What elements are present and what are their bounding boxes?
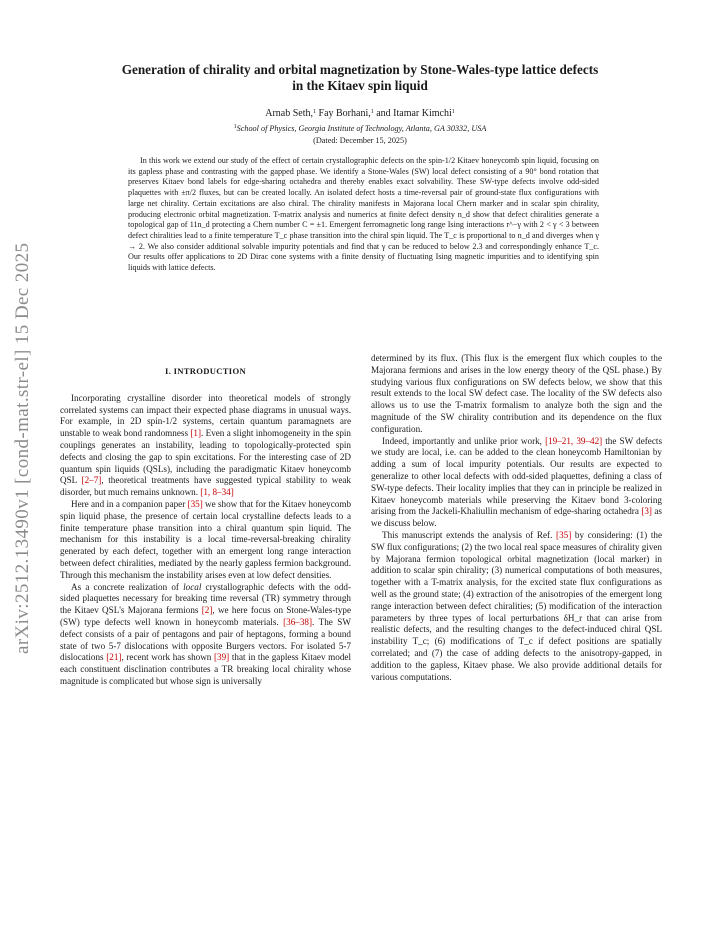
citation-link[interactable]: [3] bbox=[641, 506, 652, 517]
citation-link[interactable]: [2–7] bbox=[81, 475, 102, 486]
body-text: , theoretical treatments have suggested typical stability to weak disorder, but much remains unknown. bbox=[60, 475, 351, 498]
right-column bbox=[371, 353, 662, 683]
citation-link[interactable]: [19–21, 39–42] bbox=[545, 435, 603, 446]
citation-link[interactable]: [35] bbox=[556, 529, 572, 540]
citation-link[interactable]: [2] bbox=[201, 605, 213, 616]
affiliation-mark: 1 bbox=[313, 109, 317, 115]
body-text: As a concrete realization of bbox=[71, 581, 184, 592]
affiliation-text: School of Physics, Georgia Institute of Technology, Atlanta, GA 30332, USA bbox=[236, 124, 487, 133]
author-name: Fay Borhani, bbox=[318, 108, 371, 119]
author-name: Arnab Seth, bbox=[265, 108, 314, 119]
body-text: that in the gapless Kitaev model each constituent disclination contributes a TR breaking local chirality whose magnitude is complicated but whose sign is universally bbox=[60, 652, 351, 686]
left-column bbox=[60, 360, 351, 688]
paper-title bbox=[60, 62, 660, 94]
body-text: , we here focus on Stone-Wales-type (SW) type defects well known in honeycomb materials. bbox=[60, 605, 351, 627]
citation-link[interactable]: [36–38] bbox=[283, 616, 313, 627]
author-name: and Itamar Kimchi bbox=[376, 108, 452, 119]
body-text: . The SW defect consists of a pair of pentagons and pair of heptagons, forming a bound state of two 5-7 dislocations with opposite Burgers vectors. For isolated 5-7 dislocations bbox=[60, 616, 351, 663]
affiliation-mark: 1 bbox=[233, 124, 237, 130]
paragraph bbox=[371, 436, 662, 530]
paragraph bbox=[60, 393, 351, 499]
affiliation-mark: 1 bbox=[370, 109, 374, 115]
body-text: . Even a slight inhomogeneity in the spin couplings generates an instability, leading to topologically-protected spin defects and closing the gap to spin excitations. For the interesting case of 2D quantum spin liquids (QSLs), including the paradigmatic Kitaev honeycomb QSL bbox=[60, 428, 351, 486]
paragraph bbox=[371, 530, 662, 683]
body-text: determined by its flux. (This flux is the emergent flux which couples to the Majorana fermions and arises in the low energy theory of the QSL phase.) By studying various flux configurations on SW defects below, we show that this result extends to the local SW defect case. The locality of the SW defects also allows us to use the T-matrix formalism to analyze both the sign and the magnitude of the SW chirality contribution and its dependence on the flux configuration. bbox=[371, 353, 662, 434]
body-text: as we discuss below. bbox=[371, 506, 662, 529]
body-text: we show that for the Kitaev honeycomb spin liquid phase, the presence of certain local crystalline defects leads to a finite temperature phase transition into a chiral quantum spin liquid. The mechanism for this instability is a local time-reversal-breaking chirality generated by each defect, together with an emergent long range interaction between defect chiralities, mediated by the nearly gapless fermion background. Through this mechanism the instability arises even at low defect densities. bbox=[60, 498, 352, 580]
paragraph bbox=[60, 499, 351, 582]
body-text: the SW defects we study are local, i.e. can be added to the clean honeycomb Hamiltonian by adding a sum of local impurity potentials. Our results are expected to generalize to other local defects with odd-sided plaquettes, defining a class of SW-type defects. Their locality implies that they can in principle be realized in Kitaev honeycomb materials while preserving the Kitaev bond 3-coloring arising from the Jackeli-Khaliullin mechanism of edge-sharing octahedra bbox=[371, 435, 662, 517]
citation-link[interactable]: [21] bbox=[106, 652, 122, 663]
paragraph bbox=[371, 353, 662, 436]
body-text: crystallographic defects with the odd-sided plaquettes necessary for breaking time reversal (TR) symmetry through the Kitaev QSL's Majorana fermions bbox=[60, 581, 352, 616]
author-list bbox=[60, 108, 660, 120]
date-line: (Dated: December 15, 2025) bbox=[313, 136, 407, 145]
emphasis-text: local bbox=[183, 581, 202, 592]
paragraph bbox=[60, 582, 351, 688]
body-text: Incorporating crystalline disorder into theoretical models of strongly correlated systems can impact their expected phase diagrams in unusual ways. For example, in 2D spin-1/2 systems, certain quantum paramagnets are unstable to weak bond randomness bbox=[60, 392, 351, 439]
body-text: This manuscript extends the analysis of Ref. bbox=[382, 529, 557, 540]
arxiv-identifier-stamp[interactable]: arXiv:2512.13490v1 [cond-mat.str-el] 15 Dec 2025 bbox=[12, 242, 33, 654]
citation-link[interactable]: [39] bbox=[214, 652, 230, 663]
section-heading: I. INTRODUCTION bbox=[165, 366, 246, 376]
citation-link[interactable]: [1] bbox=[190, 428, 201, 439]
title-line-1: Generation of chirality and orbital magnetization by Stone-Wales-type lattice defects bbox=[121, 62, 599, 77]
title-line-2: in the Kitaev spin liquid bbox=[292, 78, 428, 93]
affiliation bbox=[60, 124, 660, 134]
body-text: Indeed, importantly and unlike prior work, bbox=[382, 435, 546, 446]
citation-link[interactable]: [35] bbox=[187, 498, 203, 509]
body-text: by considering: (1) the SW flux configurations; (2) the two local real space measures of chirality given by Majorana fermion topological orbital magnetization (local marker) in addition to scalar spin chirality; (3) numerical computations of both measures, together with a T-matrix analysis, for the excited state flux configurations as well as the ground state; (4) extraction of the anisotropies of the emergent long range interaction between defect chiralities; (5) modification of the interaction parameters by three types of local perturbations δH_r that can arise from realistic defects, and the resulting changes to the defect-induced chiral QSL instability T_c; (6) modifications of T_c if defect positions are spatially correlated; and (7) the case of adding defects to the anisotropy-gapped, in addition to the gapless, Kitaev phase. We also provide additional details for various computations. bbox=[371, 529, 662, 682]
body-text: , recent work has shown bbox=[121, 652, 214, 663]
abstract: In this work we extend our study of the effect of certain crystallographic defects on the spin-1/2 Kitaev honeycomb spin liquid, focusing on its gapless phase and contrasting with the gapped phase. We identify a Stone-Wales (SW) local defect consisting of a 90° bond rotation that preserves Kitaev bond labels for edge-sharing octahedra and thereby enables exact solvability. These SW-type defects involve odd-sided plaquettes with ±π/2 fluxes, but can be created locally. An isolated defect hosts a time-reversal pair of ground-state flux configurations with large net chirality. Certain excitations are also chiral. The chirality manifests in Majorana local Chern marker and in scalar spin chirality, producing electronic orbital magnetization. T-matrix analysis and numerics at finite defect density n_d show that defect chiralities generate a topological gap of 11n_d protecting a Chern number C = ±1. Emergent ferromagnetic long range Ising interactions r^−γ with 2 < γ < 3 between defect chiralities lead to a finite temperature T_c phase transition into the chiral spin liquid. The T_c is proportional to n_d and diverges when γ → 2. We also consider additional solvable impurity potentials and find that γ can be reduced to below 2.3 and correspondingly enhance T_c. Our results offer applications to 2D Dirac cone systems with a finite density of fluctuating Ising magnetic impurities and to identifying spin liquids with lattice defects. bbox=[128, 156, 599, 273]
affiliation-mark: 1 bbox=[451, 109, 455, 115]
citation-link[interactable]: [1, 8–34] bbox=[200, 487, 234, 498]
body-text: Here and in a companion paper bbox=[71, 498, 188, 509]
